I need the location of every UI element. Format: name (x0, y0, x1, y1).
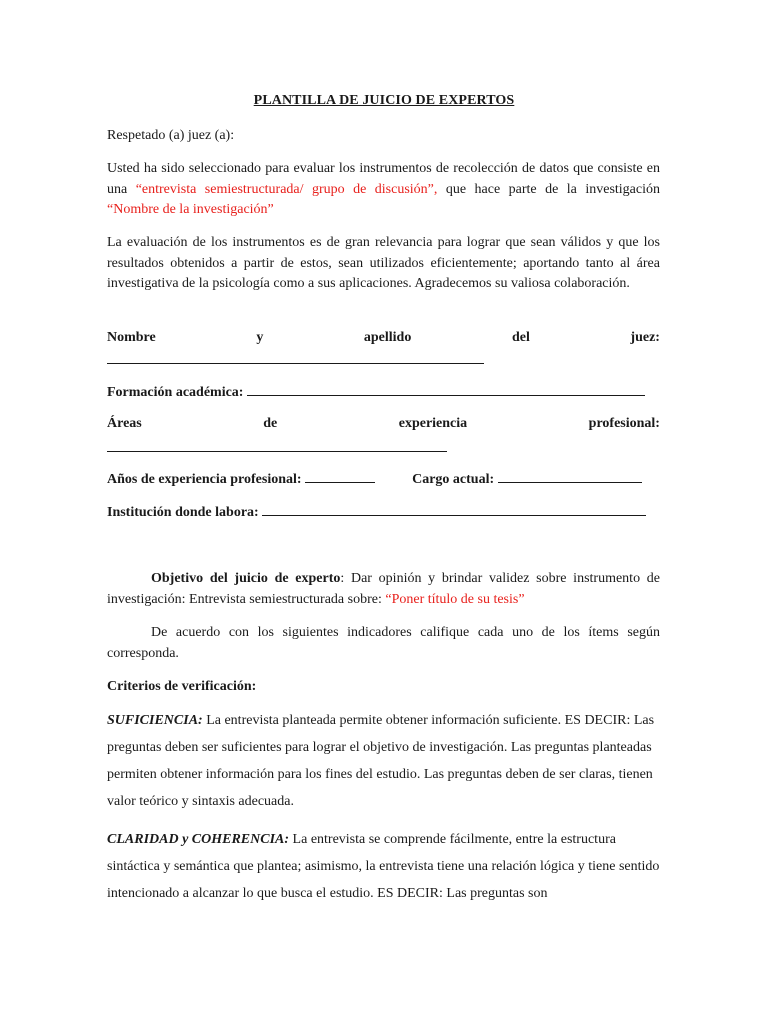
objective-paragraph (107, 569, 660, 610)
formacion-label: Formación académica: (107, 385, 244, 400)
objective-label: Objetivo del juicio de experto (151, 571, 341, 586)
institucion-label: Institución donde labora: (107, 505, 259, 520)
areas-input-line[interactable] (107, 451, 447, 452)
intro-text-1: Usted ha sido seleccionado para evaluar los instrumentos de recolección de datos que consiste en una (107, 161, 660, 197)
claridad-paragraph (107, 826, 660, 907)
suficiencia-paragraph (107, 707, 660, 815)
name-word-5: juez: (630, 330, 660, 345)
intro-red-2: “Nombre de la investigación” (107, 202, 274, 217)
areas-word-1: Áreas (107, 416, 142, 431)
cargo-input-line[interactable] (498, 468, 642, 483)
name-word-1: Nombre (107, 330, 156, 345)
institucion-input-line[interactable] (262, 501, 646, 516)
criteria-heading: Criterios de verificación: (107, 679, 257, 694)
institucion-field (107, 501, 660, 524)
intro-text-2: que hace parte de la investigación (437, 181, 660, 197)
greeting: Respetado (a) juez (a): (107, 128, 235, 143)
instruction-paragraph: De acuerdo con los siguientes indicadores califique cada uno de los ítems según corresponda. (107, 625, 660, 661)
formacion-field (107, 381, 660, 404)
cargo-label: Cargo actual: (412, 472, 495, 487)
formacion-input-line[interactable] (247, 381, 645, 396)
suficiencia-label: SUFICIENCIA: (107, 713, 203, 728)
name-input-line[interactable] (107, 363, 484, 364)
areas-word-2: de (263, 416, 278, 431)
document-title: PLANTILLA DE JUICIO DE EXPERTOS (253, 93, 515, 108)
areas-field-label (107, 414, 660, 435)
areas-word-4: profesional: (588, 416, 660, 431)
anios-label: Años de experiencia profesional: (107, 472, 302, 487)
objective-red: “Poner título de su tesis” (385, 591, 525, 607)
name-word-4: del (511, 330, 530, 345)
relevance-paragraph: La evaluación de los instrumentos es de gran relevancia para lograr que sean válidos y que los resultados obtenidos a partir de estos, sean utilizados eficientemente; aportando tanto al área investigativa de la psicología como a sus aplicaciones. Agradecemos su valiosa colaboración. (107, 235, 660, 291)
objective-text: : Dar opinión y brindar validez sobre instrumento de investigación: Entrevista semiestructurada sobre: (107, 571, 660, 607)
name-word-3: apellido (363, 330, 412, 345)
intro-paragraph (107, 159, 660, 221)
suficiencia-text: La entrevista planteada permite obtener información suficiente. ES DECIR: Las preguntas deben ser suficientes para lograr el objetivo de investigación. Las preguntas planteadas permiten obtener información para los fines del estudio. Las preguntas deben de ser claras, tienen valor teórico y sintaxis adecuada. (107, 713, 655, 809)
name-word-2: y (256, 330, 264, 345)
intro-red-1: “entrevista semiestructurada/ grupo de discusión”, (135, 181, 438, 197)
name-field-label (107, 328, 660, 349)
claridad-label: CLARIDAD y COHERENCIA: (107, 832, 290, 847)
anios-cargo-row (107, 468, 660, 491)
anios-input-line[interactable] (305, 468, 375, 483)
claridad-text: La entrevista se comprende fácilmente, entre la estructura sintáctica y semántica que plantea; asimismo, la entrevista tiene una relación lógica y tiene sentido intencionado a alcanzar lo que busca el estudio. ES DECIR: Las preguntas son (107, 832, 660, 901)
areas-word-3: experiencia (398, 416, 468, 431)
